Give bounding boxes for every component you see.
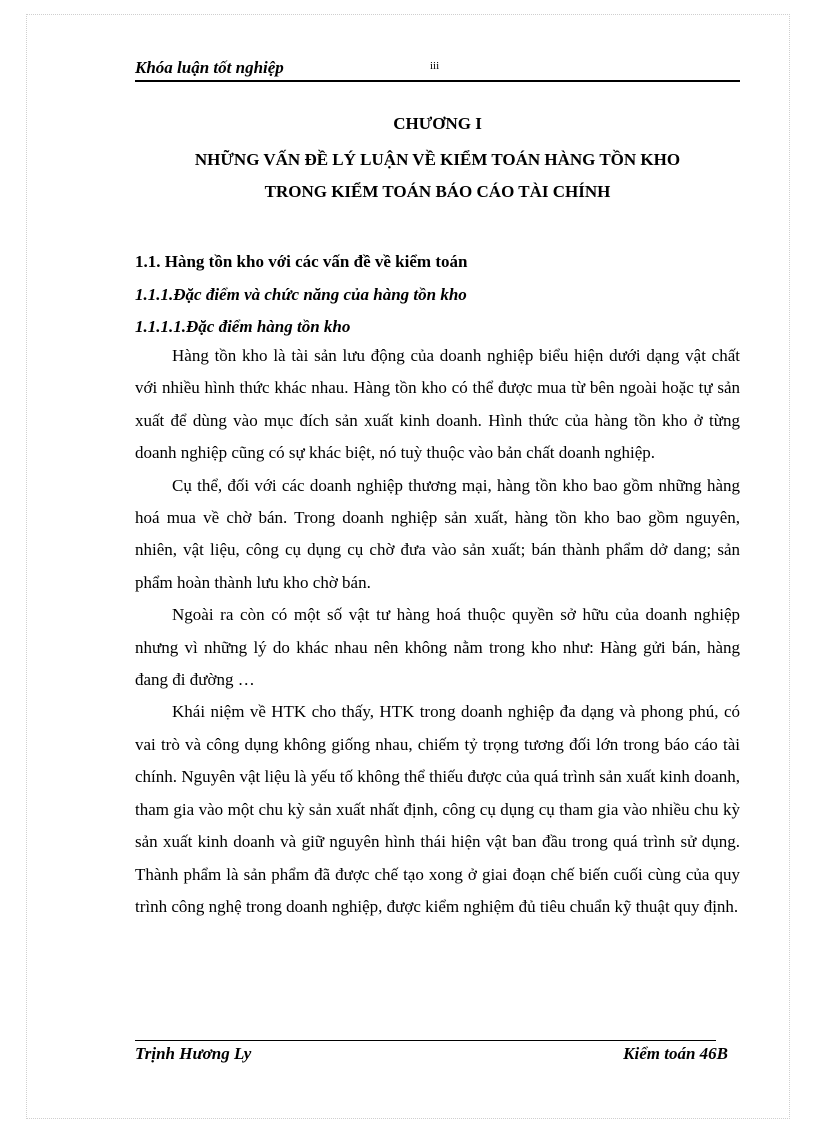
page-header [135, 56, 740, 82]
header-title: Khóa luận tốt nghiệp [135, 58, 284, 77]
paragraph: Khái niệm về HTK cho thấy, HTK trong doanh nghiệp đa dạng và phong phú, có vai trò và công dụng không giống nhau, chiếm tỷ trọng tương đối lớn trong báo cáo tài chính. Nguyên vật liệu là yếu tố không thể thiếu được của quá trình sản xuất kinh doanh, tham gia vào một chu kỳ sản xuất nhất định, công cụ dụng cụ tham gia vào nhiều chu kỳ sản xuất kinh doanh và giữ nguyên hình thái hiện vật ban đầu trong quá trình sử dụng. Thành phẩm là sản phẩm đã được chế tạo xong ở giai đoạn chế biến cuối cùng của quy trình công nghệ trong doanh nghiệp, được kiểm nghiệm đủ tiêu chuẩn kỹ thuật quy định. [135, 702, 740, 916]
paragraph: Cụ thể, đối với các doanh nghiệp thương mại, hàng tồn kho bao gồm những hàng hoá mua về chờ bán. Trong doanh nghiệp sản xuất, hàng tồn kho bao gồm nguyên, nhiên, vật liệu, công cụ dụng cụ chờ đưa vào sản xuất; bán thành phẩm dở dang; sản phẩm hoàn thành lưu kho chờ bán. [135, 475, 740, 592]
paragraph: Ngoài ra còn có một số vật tư hàng hoá thuộc quyền sở hữu của doanh nghiệp nhưng vì những lý do khác nhau nên không nằm trong kho như: Hàng gửi bán, hàng đang đi đường … [135, 605, 740, 690]
paragraph: Hàng tồn kho là tài sản lưu động của doanh nghiệp biểu hiện dưới dạng vật chất với nhiều hình thức khác nhau. Hàng tồn kho có thể được mua từ bên ngoài hoặc tự sản xuất để dùng vào mục đích sản xuất kinh doanh. Hình thức của hàng tồn kho ở từng doanh nghiệp cũng có sự khác biệt, nó tuỳ thuộc vào bản chất doanh nghiệp. [135, 346, 740, 463]
footer-divider [135, 1040, 716, 1041]
chapter-title-line2: TRONG KIỂM TOÁN BÁO CÁO TÀI CHÍNH [264, 182, 611, 201]
footer-author: Trịnh Hương Ly [135, 1044, 252, 1063]
chapter-title-line1: NHỮNG VẤN ĐỀ LÝ LUẬN VỀ KIỂM TOÁN HÀNG TỒN KHO [194, 150, 681, 169]
chapter-label: CHƯƠNG I [393, 114, 482, 133]
body-text [135, 340, 740, 923]
section-heading-1-1-1-1: 1.1.1.1.Đặc điểm hàng tồn kho [135, 317, 351, 336]
footer-class: Kiểm toán 46B [623, 1044, 728, 1063]
section-heading-1-1: 1.1. Hàng tồn kho với các vấn đề về kiểm toán [135, 252, 468, 271]
header-page-number: iii [430, 60, 440, 72]
section-heading-1-1-1: 1.1.1.Đặc điểm và chức năng của hàng tồn kho [135, 285, 467, 304]
